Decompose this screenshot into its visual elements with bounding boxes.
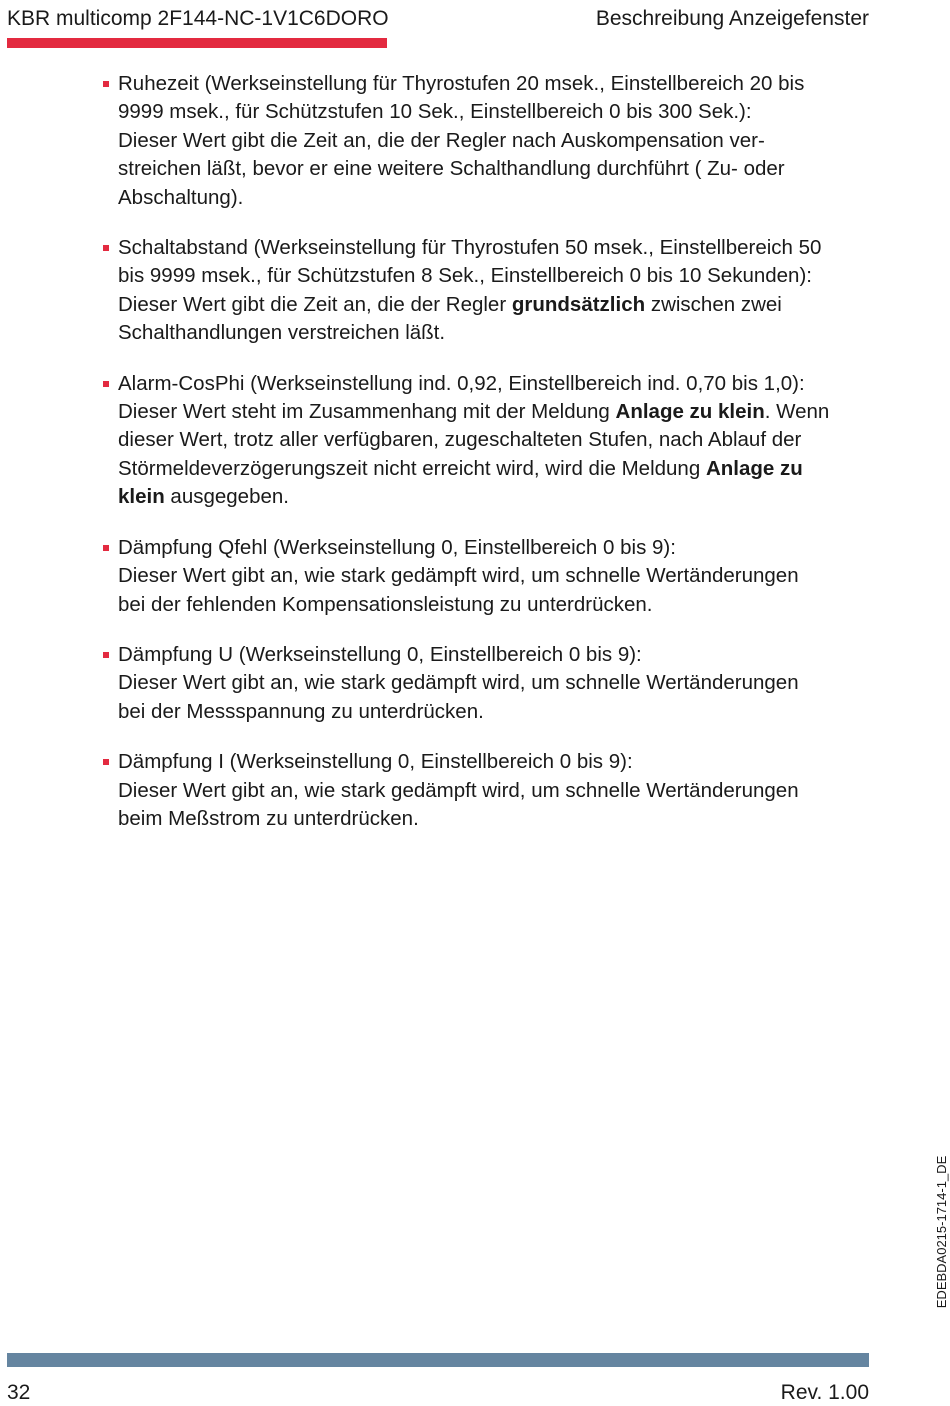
document-title: KBR multicomp 2F144-NC-1V1C6DORO: [7, 7, 389, 30]
item-text-line: Dieser Wert gibt an, wie stark gedämpft wird, um schnelle Wertänderungen: [118, 564, 799, 588]
item-text-line: dieser Wert, trotz aller verfügbaren, zugeschalteten Stufen, nach Ablauf der: [118, 428, 802, 452]
item-text-line: bei der fehlenden Kompensationsleistung zu unterdrücken.: [118, 592, 653, 616]
item-text-line: Ruhezeit (Werkseinstellung für Thyrostufen 20 msek., Einstellbereich 20 bis: [118, 72, 805, 95]
document-code: EDEBDA0215-1714-1_DE: [934, 1155, 949, 1309]
emphasis-anlage-zu-klein: Anlage zu klein: [615, 400, 765, 424]
item-text-line: [118, 483, 875, 511]
bullet-icon: [103, 81, 109, 87]
item-text-line: [118, 398, 875, 426]
revision-label: Rev. 1.00: [780, 1381, 869, 1404]
section-title: Beschreibung Anzeigefenster: [595, 7, 869, 30]
page-number: 32: [7, 1381, 31, 1404]
item-text-line: bis 9999 msek., für Schützstufen 8 Sek., Einstellbereich 0 bis 10 Sekunden):: [118, 264, 812, 288]
bullet-icon: [103, 381, 109, 387]
emphasis-grundsaetzlich: grundsätzlich: [511, 292, 646, 316]
emphasis-klein: klein: [118, 485, 165, 509]
parameter-list: [103, 70, 875, 855]
item-text-line: Abschaltung).: [118, 185, 244, 209]
text-run: Dieser Wert gibt die Zeit an, die der Regler: [118, 292, 512, 316]
item-text-line: Dieser Wert gibt an, wie stark gedämpft wird, um schnelle Wertänderungen: [118, 778, 799, 802]
list-item-daempfung-qfehl: [103, 534, 875, 619]
item-text-line: [118, 291, 875, 319]
item-text-line: Dämpfung I (Werkseinstellung 0, Einstellbereich 0 bis 9):: [118, 750, 633, 774]
bullet-icon: [103, 245, 109, 251]
text-run: Dieser Wert steht im Zusammenhang mit der Meldung: [118, 400, 616, 424]
item-text-line: Dieser Wert gibt die Zeit an, die der Regler nach Auskompensation ver-: [118, 128, 765, 152]
item-text-line: Schaltabstand (Werkseinstellung für Thyrostufen 50 msek., Einstellbereich 50: [118, 236, 822, 260]
item-text-line: Dieser Wert gibt an, wie stark gedämpft wird, um schnelle Wertänderungen: [118, 671, 799, 695]
list-item-alarm-cosphi: [103, 370, 875, 512]
list-item-daempfung-u: [103, 641, 875, 726]
header-accent-bar: [7, 38, 387, 48]
footer-bar: [7, 1353, 869, 1367]
text-run: Störmeldeverzögerungszeit nicht erreicht wird, wird die Meldung: [118, 456, 706, 480]
emphasis-anlage-zu: Anlage zu: [705, 456, 803, 480]
item-text-line: streichen läßt, bevor er eine weitere Schalthandlung durchführt ( Zu- oder: [118, 157, 785, 181]
item-text-line: Schalthandlungen verstreichen läßt.: [118, 321, 446, 345]
item-text-line: beim Meßstrom zu unterdrücken.: [118, 806, 419, 830]
list-item-schaltabstand: [103, 234, 875, 348]
text-run: ausgegeben.: [164, 485, 289, 509]
list-item-daempfung-i: [103, 748, 875, 833]
item-text-line: Alarm-CosPhi (Werkseinstellung ind. 0,92, Einstellbereich ind. 0,70 bis 1,0):: [118, 371, 805, 395]
item-text-line: 9999 msek., für Schützstufen 10 Sek., Einstellbereich 0 bis 300 Sek.):: [118, 100, 752, 124]
text-run: zwischen zwei: [645, 292, 782, 316]
item-text-line: Dämpfung U (Werkseinstellung 0, Einstellbereich 0 bis 9):: [118, 642, 642, 666]
text-run: . Wenn: [764, 400, 830, 424]
bullet-icon: [103, 759, 109, 765]
bullet-icon: [103, 652, 109, 658]
item-text-line: bei der Messspannung zu unterdrücken.: [118, 699, 484, 723]
bullet-icon: [103, 545, 109, 551]
item-text-line: [118, 455, 875, 483]
list-item-ruhezeit: [103, 70, 875, 212]
item-text-line: Dämpfung Qfehl (Werkseinstellung 0, Einstellbereich 0 bis 9):: [118, 535, 676, 559]
